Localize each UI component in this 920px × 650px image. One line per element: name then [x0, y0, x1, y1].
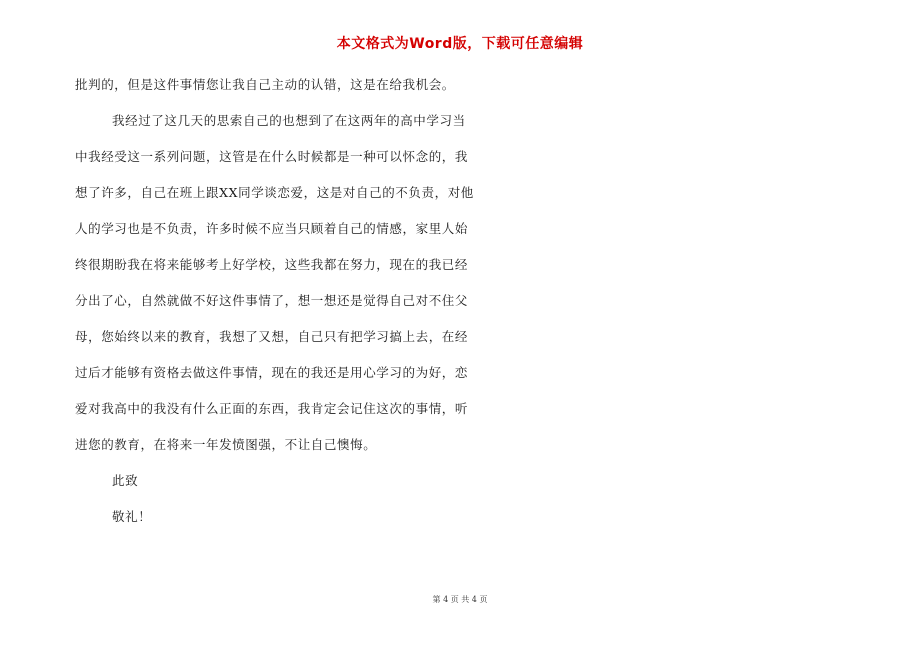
body-line: 母，您始终以来的教育，我想了又想，自己只有把学习搞上去，在经 [75, 329, 469, 344]
closing-salutation: 此致 [112, 473, 139, 488]
document-body [75, 76, 474, 544]
document-header-banner: 本文格式为Word版，下载可任意编辑 [336, 36, 584, 52]
body-line: 爱对我高中的我没有什么正面的东西，我肯定会记住这次的事情，听 [75, 401, 469, 416]
body-line: 进您的教育，在将来一年发愤图强，不让自己懊悔。 [75, 437, 377, 452]
body-line: 批判的，但是这件事情您让我自己主动的认错，这是在给我机会。 [75, 77, 455, 92]
body-line: 过后才能够有资格去做这件事情，现在的我还是用心学习的为好，恋 [75, 365, 469, 380]
body-line: 想了许多，自己在班上跟XX同学谈恋爱，这是对自己的不负责，对他 [75, 185, 474, 200]
body-line: 人的学习也是不负责，许多时候不应当只顾着自己的情感，家里人始 [75, 221, 469, 236]
closing-regards: 敬礼！ [112, 509, 152, 524]
page-number: 第 4 页 共 4 页 [432, 595, 488, 604]
body-line: 我经过了这几天的思索自己的也想到了在这两年的高中学习当 [112, 113, 466, 128]
body-line: 终很期盼我在将来能够考上好学校，这些我都在努力，现在的我已经 [75, 257, 469, 272]
body-line: 中我经受这一系列问题，这管是在什么时候都是一种可以怀念的，我 [75, 149, 469, 164]
body-line: 分出了心，自然就做不好这件事情了，想一想还是觉得自己对不住父 [75, 293, 469, 308]
